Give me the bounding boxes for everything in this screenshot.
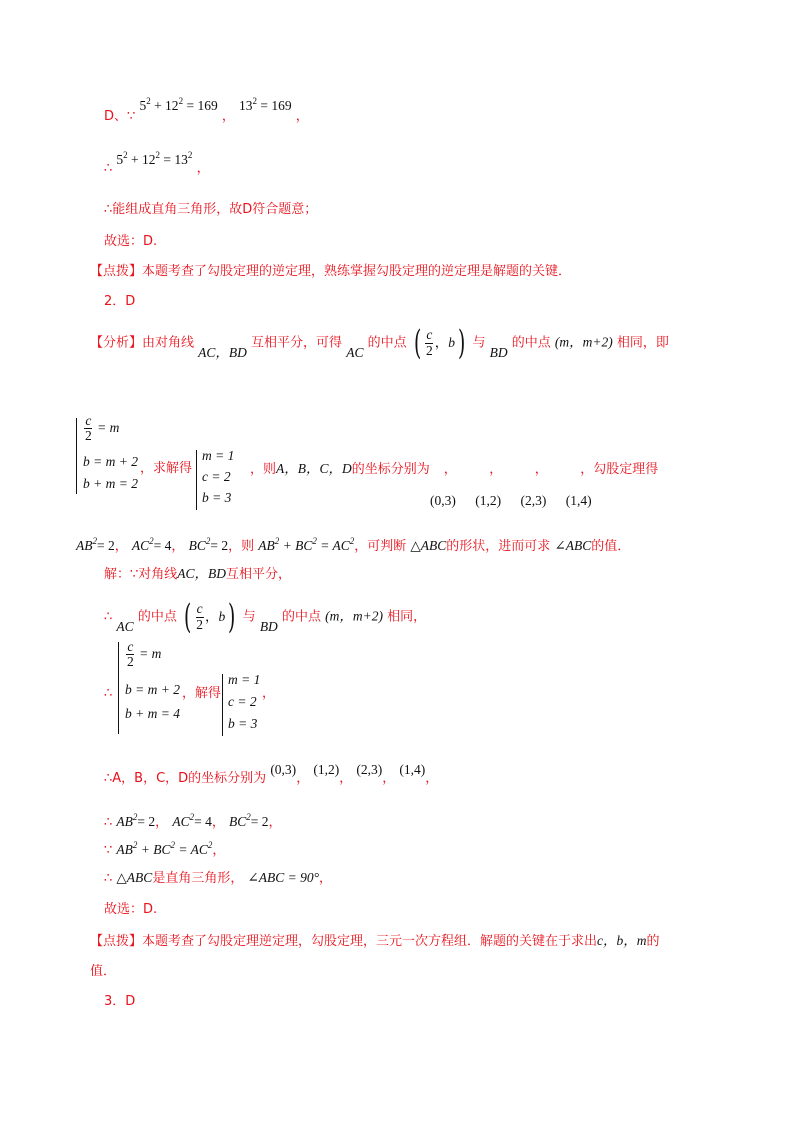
comma-after-system: ， <box>262 686 276 701</box>
conclusion-d: ∴能组成直角三角形，故D符合题意； <box>104 202 318 217</box>
line-therefore-eq: ∴ $5^2 + 12^2 = 13^2$ ， <box>104 150 210 176</box>
d-sq-expr: $13^2 = 169$ <box>238 96 292 113</box>
right-triangle: ∴ △ABC是直角三角形， ∠ABC = 90°， <box>104 870 333 886</box>
solution-midpoint: ∴ AC 的中点 ( $\frac{c}{2}$ ， b ) 与 BD 的中点 (m，m+2) 相同， <box>104 597 427 637</box>
line-d-check <box>104 96 309 125</box>
choose-d-2: 故选：D. <box>104 902 158 917</box>
solution-system-2: m = 1 c = 2 b = 3 <box>222 674 223 736</box>
because-sum: ∵ $AB^2 + BC^2 = AC^2$， <box>104 840 226 858</box>
choose-d-1: 故选：D. <box>104 234 158 249</box>
solution-system-1: m = 1 c = 2 b = 3 <box>196 450 197 510</box>
therefore-3: ∴ <box>104 686 113 701</box>
question-2: 2．D <box>104 294 136 309</box>
sep: ， <box>221 109 235 124</box>
sq-values: ∴ $AB^2= 2$， $AC^2= 4$， $BC^2= 2$， <box>104 812 282 830</box>
d-label: D、∵ <box>104 109 136 124</box>
coords-line-solution: ∴A，B，C，D的坐标分别为 (0,3)， (1,2)， (2,3)， (1,4)， <box>104 762 439 786</box>
sep: ， <box>295 109 309 124</box>
coords-line-analysis: ，则A，B，C，D的坐标分别为 ， ， ， ，勾股定理得 <box>250 461 659 477</box>
ab-square-line: $AB^2= 2$， $AC^2= 4$， $BC^2= 2$，则 $AB^2 + BC^2 = AC^2$，可判断 △ABC的形状，进而可求 ∠ABC的值． <box>76 536 631 554</box>
math-ac: AC <box>346 344 364 360</box>
analysis-line: 【分析】由对角线 AC，BD 互相平分，可得 AC 的中点 ( $\frac{c}{2}$ ， b ) 与 BD 的中点 (m，m+2) 相同，即 <box>90 323 669 363</box>
d-sum-expr: $5^2 + 12^2 = 169$ <box>139 96 218 113</box>
equation-system-1: $\frac{c}{2}$ = m b = m + 2 b + m = 2 <box>76 418 77 494</box>
pythag-eq: $5^2 + 12^2 = 13^2$ <box>116 150 193 167</box>
math-ac-bd: AC，BD <box>198 344 247 360</box>
solve-line: ，求解得 <box>140 461 193 476</box>
tip-2: 【点拨】本题考查了勾股定理逆定理，勾股定理，三元一次方程组．解题的关键在于求出c，b，m的 <box>90 933 660 949</box>
math-bd: BD <box>489 344 508 360</box>
midpoint-m: (m，m+2) <box>554 334 613 350</box>
question-3: 3．D <box>104 994 136 1009</box>
tip-2-cont: 值． <box>90 964 117 979</box>
therefore-symbol: ∴ <box>104 161 113 176</box>
tip-1: 【点拨】本题考查了勾股定理的逆定理，熟练掌握勾股定理的逆定理是解题的关键． <box>90 264 572 279</box>
equation-system-2: $\frac{c}{2}$ = m b = m + 2 b + m = 4 <box>118 642 119 734</box>
jie-de: ，解得 <box>182 686 222 701</box>
coords-points-analysis: (0,3) (1,2) (2,3) (1,4) <box>430 493 592 508</box>
midpoint-c2-b: ( $\frac{c}{2}$ ， b ) <box>413 323 466 363</box>
solution-intro: 解：∵对角线AC，BD互相平分， <box>104 566 292 582</box>
